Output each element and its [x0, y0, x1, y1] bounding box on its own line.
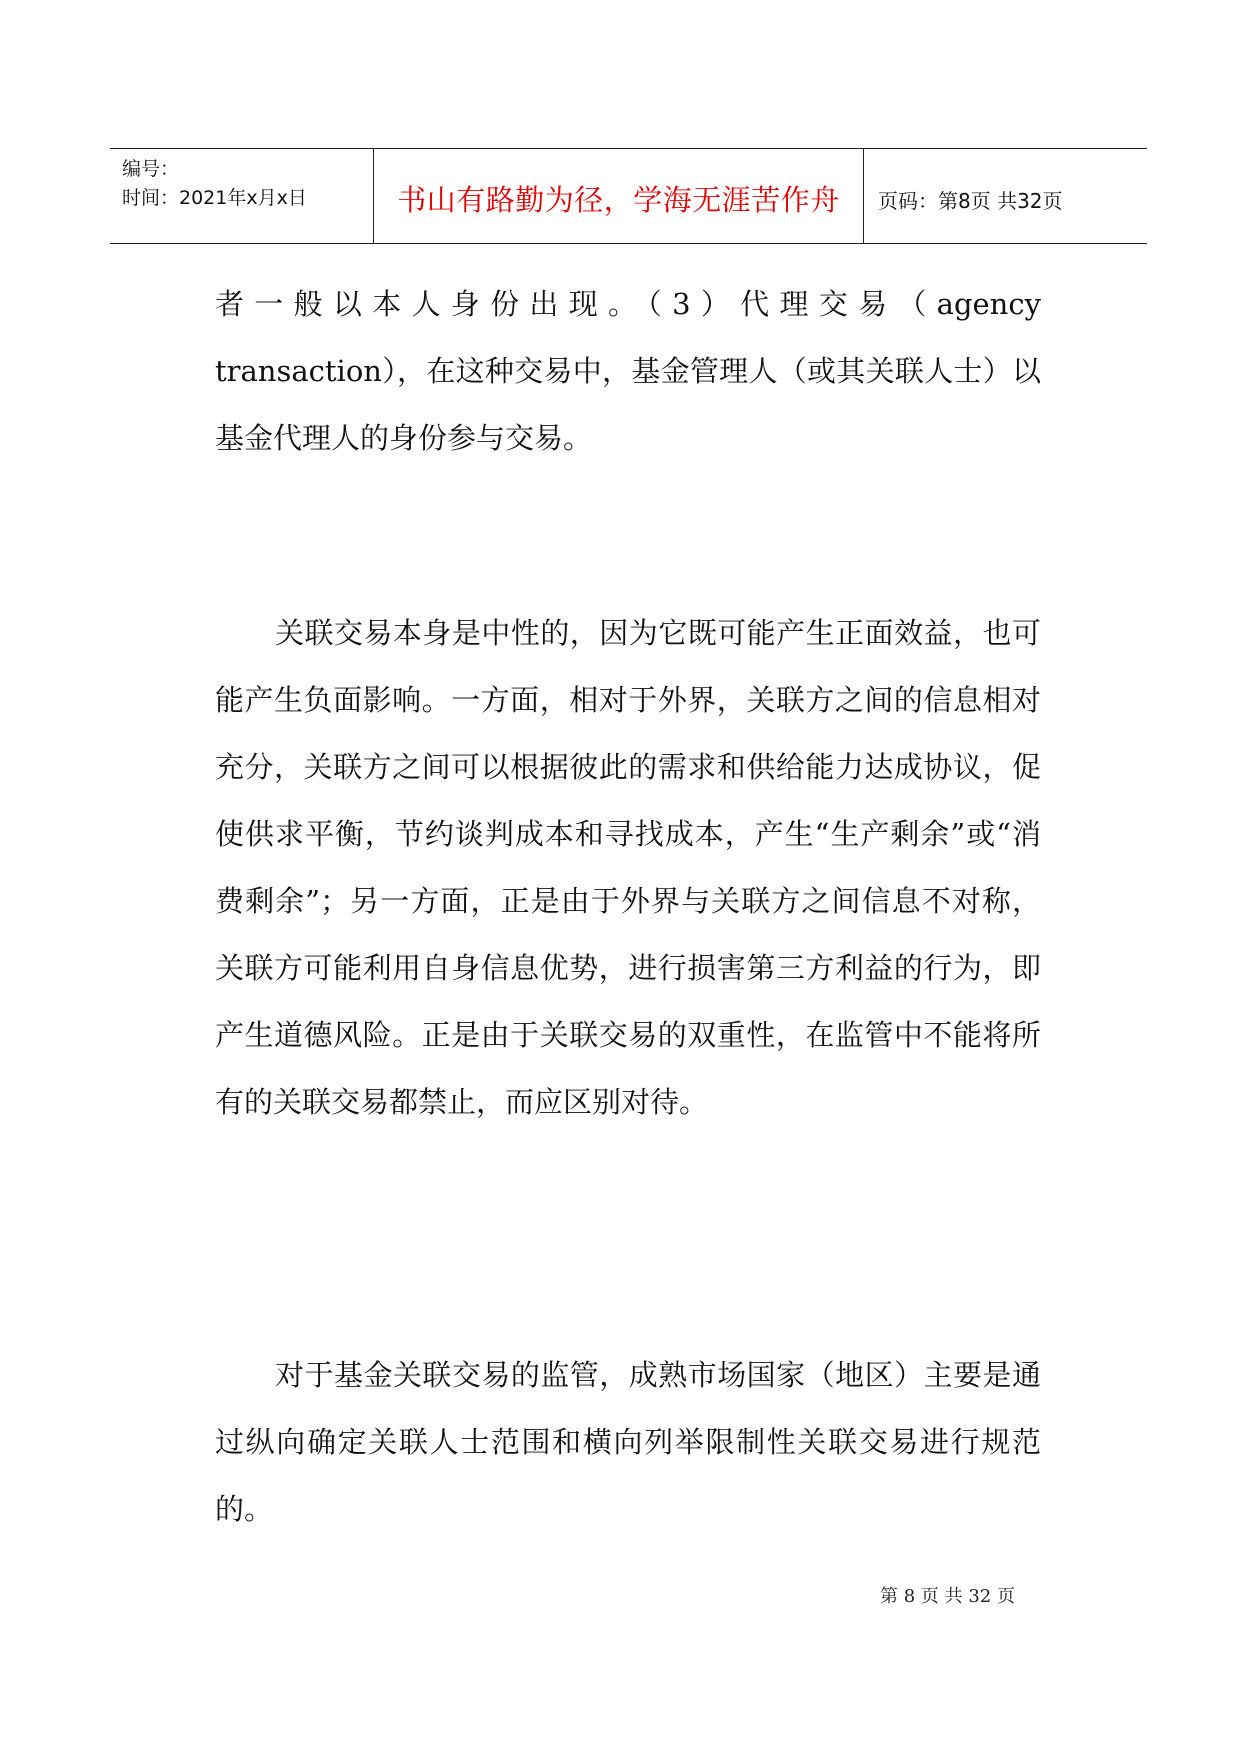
body-paragraph-2: 关联交易本身是中性的，因为它既可能产生正面效益，也可能产生负面影响。一方面，相对于外界，关联方之间的信息相对充分，关联方之间可以根据彼此的需求和供给能力达成协议，促使供求平衡，节约谈判成本和寻找成本，产生“生产剩余”或“消费剩余”；另一方面，正是由于外界与关联方之间信息不对称，关联方可能利用自身信息优势，进行损害第三方利益的行为，即产生道德风险。正是由于关联交易的双重性，在监管中不能将所有的关联交易都禁止，而应区别对待。 — [215, 616, 1041, 1119]
document-number-label: 编号： — [122, 158, 180, 180]
body-paragraph-1: 者一般以本人身份出现。（3）代理交易（agency transaction），在这种交易中，基金管理人（或其关联人士）以基金代理人的身份参与交易。 — [215, 287, 1041, 455]
header-motto-cell — [374, 149, 864, 243]
body-paragraph-3-block — [215, 1342, 1041, 1543]
page-footer: 第 8 页 共 32 页 — [880, 1586, 1015, 1607]
page-header — [110, 148, 1147, 244]
header-meta — [110, 149, 374, 243]
header-page-number: 页码：第8页 共32页 — [878, 188, 1063, 213]
body-paragraph-3: 对于基金关联交易的监管，成熟市场国家（地区）主要是通过纵向确定关联人士范围和横向列举限制性关联交易进行规范的。 — [215, 1358, 1041, 1526]
document-time-label: 时间：2021年x月x日 — [122, 187, 307, 209]
header-page-cell — [864, 149, 1147, 243]
body-paragraph-1-block — [215, 271, 1041, 472]
body-paragraph-2-block — [215, 600, 1041, 1136]
header-motto: 书山有路勤为径，学海无涯苦作舟 — [397, 182, 840, 217]
